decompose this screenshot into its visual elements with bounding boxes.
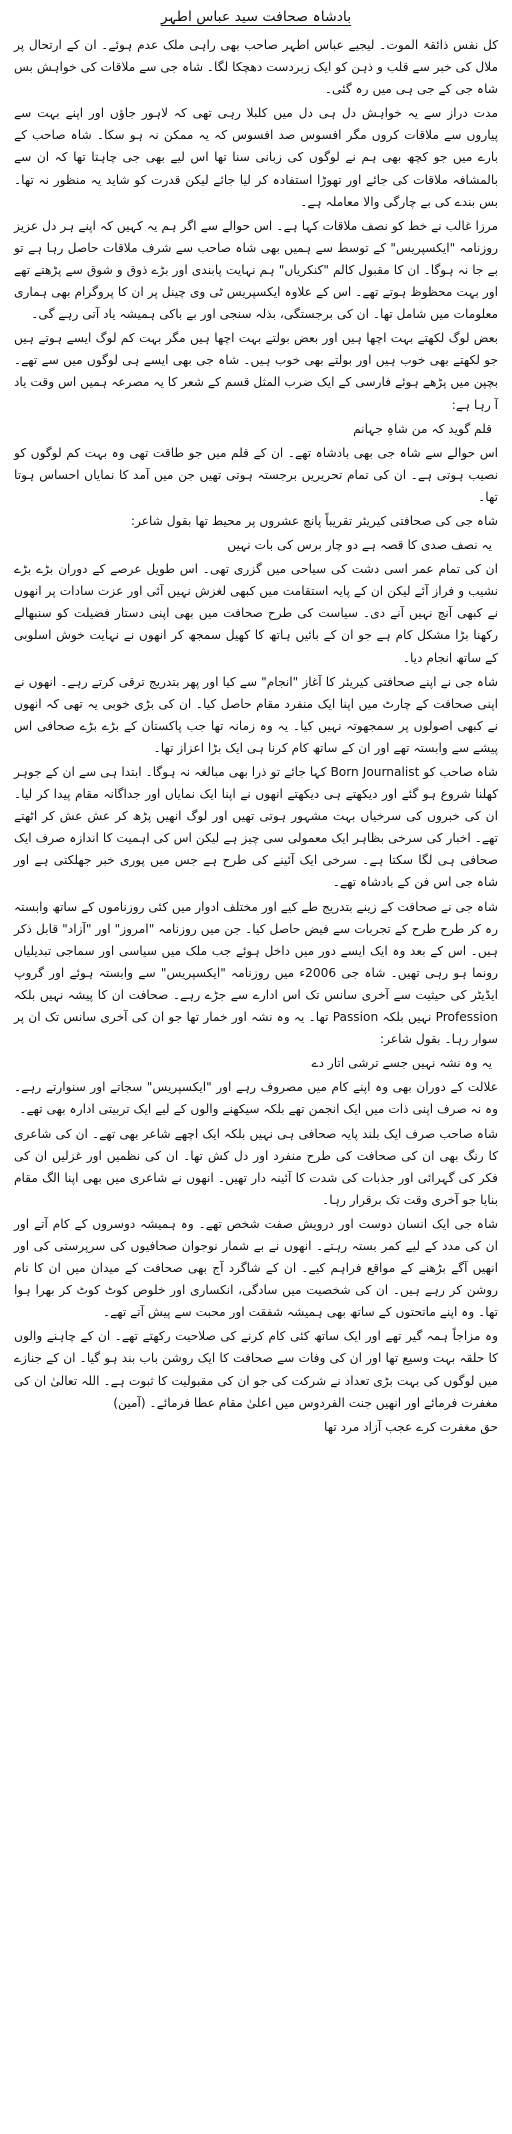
- paragraph-steadfast: ان کی تمام عمر اسی دشت کی سیاحی میں گزری تھی۔ اس طویل عرصے کے دوران بڑے بڑے نشیب و فراز آئے لیکن ان کے پایہ استقامت میں کبھی لغزش نہیں آئی اور عزت سادات پر انھوں نے کبھی آنچ نہیں آنے دی۔ سیاست کی طرح صحافت میں بھی اپنی دستار فضیلت کو سنبھالے رکھنا بڑا مشکل کام ہے جو ان کے بائیں ہاتھ کا کھیل سمجھ کر انھوں نے نہایت خوش اسلوبی کے ساتھ انجام دیا۔: [14, 562, 498, 665]
- paragraph-wish: مدت دراز سے یہ خواہش دل ہی دل میں کلبلا رہی تھی کہ لاہور جاؤں اور اپنے بہت سے پیاروں سے ملاقات کروں مگر افسوس صد افسوس کہ یہ ممکن نہ ہو سکا۔ شاہ صاحب کے بارے میں جو کچھ بھی ہم نے لوگوں کی زبانی سنا تھا اس لیے بھی جی چاہتا تھا کہ ان سے بالمشافہ ملاقات کی جائے اور تھوڑا استفادہ کر لیا جائے لیکن قدرت کو شاید یہ منظور نہ تھا۔ بس بندے کی بے چارگی والا معاملہ ہے۔: [14, 106, 498, 209]
- paragraph-newspapers: شاہ جی نے صحافت کے زینے بتدریج طے کیے اور مختلف ادوار میں کئی روزناموں کے ساتھ وابستہ رہ کر طرح طرح کے تجربات سے فیض حاصل کیا۔ جن میں روزنامہ "امروز" اور "آزاد" قابل ذکر ہیں۔ اس کے بعد وہ ایک ایسے دور میں داخل ہوئے جب ملک میں سیاسی اور سماجی تبدیلیاں رونما ہو رہی تھیں۔ شاہ جی 2006ء میں روزنامہ "ایکسپریس" سے وابستہ ہوئے اور گروپ ایڈیٹر کی حیثیت سے آخری سانس تک اس ادارے سے جڑے رہے۔ صحافت ان کا پیشہ نہیں بلکہ Profession نہیں بلکہ Passion تھا۔ یہ وہ نشہ اور خمار تھا جو ان کی آخری سانس تک ان پر سوار رہا۔ بقول شاعر:: [14, 899, 498, 1047]
- paragraph-closing-prayer: وہ مزاجاً ہمہ گیر تھے اور ایک ساتھ کئی کام کرنے کی صلاحیت رکھتے تھے۔ ان کے چاہنے والوں کا حلقہ بہت وسیع تھا اور ان کی وفات سے صحافت کا ایک روشن باب بند ہو گیا۔ ان کے جنازے میں لوگوں کی بہت بڑی تعداد نے شرکت کی جو ان کی مقبولیت کا ثبوت ہے۔ اللہ تعالیٰ ان کی مغفرت فرمائے اور انھیں جنت الفردوس میں اعلیٰ مقام عطا فرمائے۔ (آمین): [14, 1329, 498, 1410]
- paragraph-illness: علالت کے دوران بھی وہ اپنے کام میں مصروف رہے اور "ایکسپریس" سجاتے اور سنوارتے رہے۔ وہ نہ صرف اپنی ذات میں ایک انجمن تھے بلکہ سیکھنے والوں کے لیے ایک تربیتی ادارہ بھی تھے۔: [14, 1080, 498, 1117]
- verse-intoxication: یہ وہ نشہ نہیں جسے ترشی اتار دے: [311, 1056, 492, 1071]
- paragraph-humanist: شاہ جی ایک انسان دوست اور درویش صفت شخص تھے۔ وہ ہمیشہ دوسروں کے کام آتے اور ان کی مدد کے لیے کمر بستہ رہتے۔ انھوں نے بے شمار نوجوان صحافیوں کی سرپرستی کی اور انھیں آگے بڑھنے کے مواقع فراہم کیے۔ ان کے شاگرد آج بھی صحافت کے میدان میں ان کا نام روشن کر رہے ہیں۔ ان کی شخصیت میں سادگی، انکساری اور خلوص کوٹ کوٹ کر بھرا ہوا تھا۔ وہ اپنے ماتحتوں کے ساتھ بھی ہمیشہ شفقت اور محبت سے پیش آتے تھے۔: [14, 1216, 498, 1320]
- verse-persian: قلم گوید کہ من شاہِ جہانم: [353, 421, 492, 436]
- paragraph-born-journalist: شاہ صاحب کو Born Journalist کہا جائے تو ذرا بھی مبالغہ نہ ہوگا۔ ابتدا ہی سے ان کے جوہر کھلنا شروع ہو گئے اور دیکھتے ہی دیکھتے انھوں نے اپنا ایک نمایاں اور جداگانہ مقام پیدا کر لیا۔ ان کی خبروں کی سرخیاں بہت مشہور ہوتی تھیں اور لوگ انھیں پڑھ کر عش عش کر اٹھتے تھے۔ اخبار کی سرخی بظاہر ایک معمولی سی چیز ہے لیکن اس کی اہمیت کا اندازہ صرف ایک صحافی ہی لگا سکتا ہے۔ سرخی ایک آئینے کی طرح ہے جس میں پوری خبر جھلکتی ہے اور شاہ جی اس فن کے بادشاہ تھے۔: [14, 765, 498, 890]
- verse-half-century: یہ نصف صدی کا قصہ ہے دو چار برس کی بات نہیں: [227, 538, 492, 553]
- paragraph-ghalib: مرزا غالب نے خط کو نصف ملاقات کہا ہے۔ اس حوالے سے اگر ہم یہ کہیں کہ اپنے ہر دل عزیز روزنامہ "ایکسپریس" کے توسط سے ہمیں بھی شاہ صاحب سے شرف ملاقات حاصل رہا ہے تو بے جا نہ ہوگا۔ ان کا مقبول کالم "کنکریاں" ہم نہایت پابندی اور بڑے ذوق و شوق سے پڑھتے تھے اور بہت محظوظ ہوتے تھے۔ اس کے علاوہ ایکسپریس ٹی وی چینل پر ان کا پروگرام بھی ہماری معلومات میں شامل تھا۔ ان کی برجستگی، بذلہ سنجی اور بے باکی ہمیشہ یاد آتی رہے گی۔: [14, 218, 498, 322]
- article-headline: بادشاہ صحافت سید عباس اطہر: [160, 9, 352, 25]
- paragraph-opening: کل نفس ذائقۃ الموت۔ لیجیے عباس اطہر صاحب بھی راہی ملک عدم ہوئے۔ ان کے ارتحال پر ملال کی خبر سے قلب و ذہن کو ایک زبردست دھچکا لگا۔ شاہ جی سے ملاقات کی خواہش بس شاہ جی کے جی ہی میں رہ گئی۔: [14, 38, 498, 97]
- paragraph-pen-power: اس حوالے سے شاہ جی بھی بادشاہ تھے۔ ان کے قلم میں جو طاقت تھی وہ بہت کم لوگوں کو نصیب ہوتی ہے۔ ان کی تمام تحریریں برجستہ ہوتی تھیں جن میں آمد کا نمایاں احساس ہوتا تھا۔: [14, 445, 498, 504]
- paragraph-career-start: شاہ جی نے اپنے صحافتی کیریئر کا آغاز "انجام" سے کیا اور پھر بتدریج ترقی کرتے رہے۔ انھوں نے اپنی صحافت کے چارٹ میں اپنا ایک منفرد مقام حاصل کیا۔ ان کی بڑی خوبی یہ تھی کہ انھوں نے کبھی اصولوں پر سمجھوتہ نہیں کیا۔ یہ وہ زمانہ تھا جب پاکستان کے بڑے بڑے صحافی اس پیشے سے وابستہ تھے اور ان کے ساتھ کام کرنا ہی ایک بڑا اعزاز تھا۔: [14, 674, 498, 755]
- closing-verse: حق مغفرت کرے عجب آزاد مرد تھا: [324, 1419, 498, 1434]
- paragraph-career-span: شاہ جی کی صحافتی کیریئر تقریباً پانچ عشروں پر محیط تھا بقول شاعر:: [130, 513, 498, 528]
- paragraph-poet: شاہ صاحب صرف ایک بلند پایہ صحافی ہی نہیں بلکہ ایک اچھے شاعر بھی تھے۔ ان کی شاعری کا رنگ بھی ان کی صحافت کی طرح منفرد اور دل کش تھا۔ ان کی نظمیں اور غزلیں ان کی فکر کی گہرائی اور جذبات کی شدت کا آئینہ دار تھیں۔ انھوں نے شاعری میں بھی اپنا الگ مقام بنایا جو آخری وقت تک برقرار رہا۔: [14, 1126, 498, 1207]
- paragraph-writers: بعض لوگ لکھتے بہت اچھا ہیں اور بعض بولتے بہت اچھا ہیں مگر بہت کم لوگ ایسے ہوتے ہیں جو لکھتے بھی خوب ہیں اور بولتے بھی خوب ہیں۔ شاہ جی بھی ایسے ہی لوگوں میں سے تھے۔ بچپن میں پڑھے ہوئے فارسی کے ایک ضرب المثل قسم کے شعر کا یہ مصرعہ ہمیں اس وقت یاد آ رہا ہے:: [14, 331, 498, 412]
